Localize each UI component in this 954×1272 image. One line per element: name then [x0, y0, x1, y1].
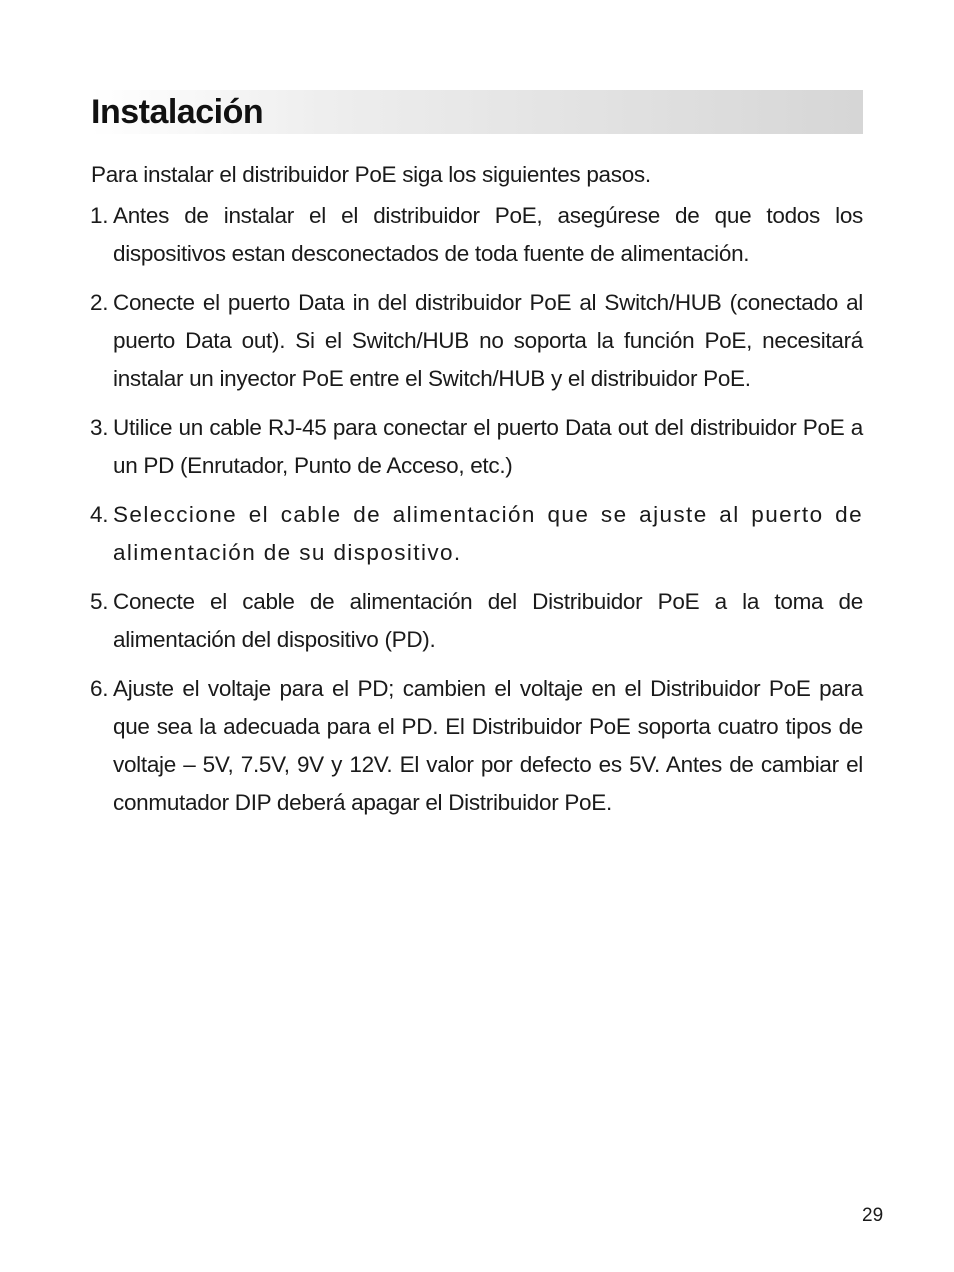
- section-header: [91, 90, 863, 134]
- step-number: 2.: [90, 290, 109, 315]
- intro-paragraph: Para instalar el distribuidor PoE siga los siguientes pasos.: [91, 162, 651, 187]
- step-text: Seleccione el cable de alimentación que se ajuste al puerto de alimentación de su dispositivo.: [113, 502, 863, 565]
- step-item: [91, 409, 863, 485]
- step-number: 3.: [90, 415, 109, 440]
- step-text: Ajuste el voltaje para el PD; cambien el voltaje en el Distribuidor PoE para que sea la adecuada para el PD. El Distribuidor PoE soporta cuatro tipos de voltaje – 5V, 7.5V, 9V y 12V. El valor por defecto es 5V. Antes de cambiar el conmutador DIP deberá apagar el Distribuidor PoE.: [113, 676, 863, 815]
- step-number: 6.: [90, 676, 109, 701]
- step-text: Utilice un cable RJ-45 para conectar el puerto Data out del distribuidor PoE a un PD (Enrutador, Punto de Acceso, etc.): [113, 415, 863, 478]
- step-item: [91, 583, 863, 659]
- step-text: Antes de instalar el el distribuidor PoE, asegúrese de que todos los dispositivos estan desconectados de toda fuente de alimentación.: [113, 203, 863, 266]
- page-number: 29: [862, 1205, 884, 1226]
- step-text: Conecte el puerto Data in del distribuidor PoE al Switch/HUB (conectado al puerto Data out). Si el Switch/HUB no soporta la función PoE, necesitará instalar un inyector PoE entre el Switch/HUB y el distribuidor PoE.: [113, 290, 863, 391]
- step-item: [91, 284, 863, 398]
- step-item: [91, 670, 863, 822]
- step-item: [91, 496, 863, 572]
- step-number: 5.: [90, 589, 109, 614]
- installation-steps-list: [91, 197, 863, 833]
- step-number: 1.: [90, 203, 109, 228]
- step-text: Conecte el cable de alimentación del Distribuidor PoE a la toma de alimentación del dispositivo (PD).: [113, 589, 863, 652]
- step-item: [91, 197, 863, 273]
- step-number: 4.: [90, 502, 109, 527]
- page-title: Instalación: [91, 93, 264, 131]
